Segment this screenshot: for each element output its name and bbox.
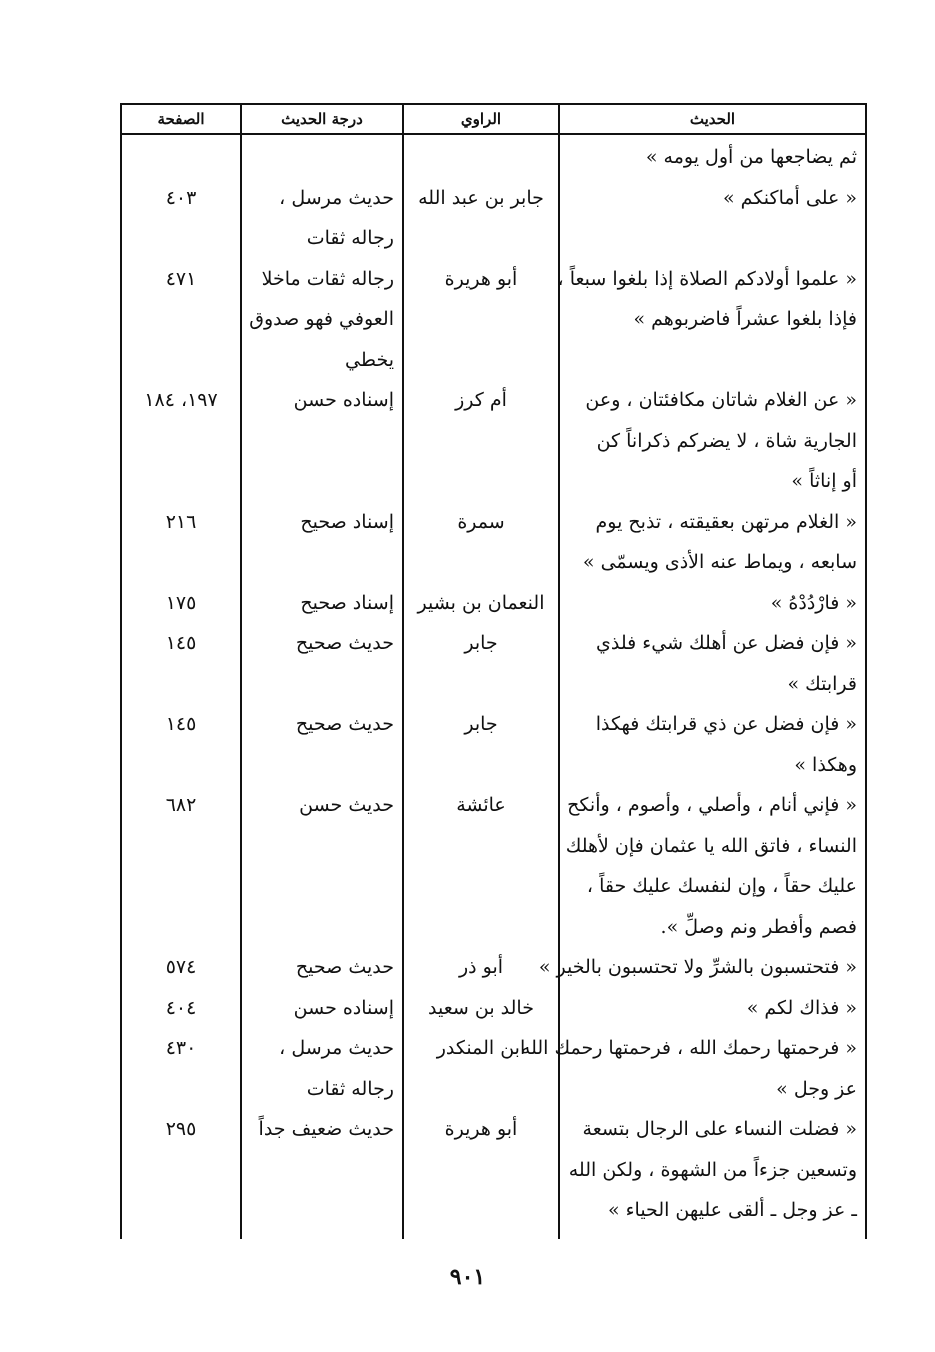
cell-narrator <box>403 623 559 704</box>
cell-grade-line: حديث ضعيف جداً <box>258 1118 394 1140</box>
cell-narrator-line: خالد بن سعيد <box>428 996 534 1019</box>
table-row <box>121 134 866 178</box>
cell-grade <box>241 704 403 785</box>
cell-hadith-line: « فتحتسبون بالشرِّ ولا تحتسبون بالخير » <box>538 956 857 978</box>
cell-grade-line: حديث صحيح <box>295 713 394 735</box>
cell-page <box>121 134 241 178</box>
table-row <box>121 623 866 704</box>
cell-grade-line: رجاله ثقات <box>306 1077 394 1100</box>
cell-page <box>121 1028 241 1109</box>
cell-narrator-line: أبو هريرة <box>444 1118 518 1140</box>
cell-grade <box>241 583 403 624</box>
cell-grade-line: حديث صحيح <box>295 956 394 978</box>
cell-narrator <box>403 704 559 785</box>
cell-hadith-line: ـ عز وجل ـ ألقى عليهن الحياء » <box>607 1199 857 1221</box>
cell-hadith-line: « عن الغلام شاتان مكافئتان ، وعن <box>585 389 857 411</box>
cell-page <box>121 1109 241 1239</box>
cell-hadith-line: « فإن فضل عن أهلك شيء فلذي <box>596 632 857 654</box>
cell-hadith <box>559 623 866 704</box>
cell-hadith-line: « فضلت النساء على الرجال بتسعة <box>582 1118 857 1140</box>
cell-hadith-line: أو إناثاً » <box>791 470 857 492</box>
cell-hadith <box>559 502 866 583</box>
header-narrator: الراوي <box>403 104 559 134</box>
cell-hadith-line: فإذا بلغوا عشراً فاضربوهم » <box>633 308 857 330</box>
cell-hadith <box>559 1109 866 1239</box>
cell-grade <box>241 785 403 947</box>
cell-hadith-line: « الغلام مرتهن بعقيقته ، تذبح يوم <box>595 510 857 533</box>
cell-hadith-line: الجارية شاة ، لا يضركم ذكراناً كن <box>596 429 857 452</box>
cell-page <box>121 380 241 502</box>
cell-grade <box>241 988 403 1029</box>
cell-page-line: ٤٧١ <box>165 267 197 290</box>
table-row <box>121 1028 866 1109</box>
cell-hadith-line: وتسعين جزءاً من الشهوة ، ولكن الله <box>568 1158 857 1181</box>
cell-grade <box>241 947 403 988</box>
cell-page <box>121 947 241 988</box>
cell-narrator <box>403 583 559 624</box>
cell-grade <box>241 134 403 178</box>
cell-page <box>121 988 241 1029</box>
cell-page <box>121 704 241 785</box>
cell-hadith-line: قرابتك » <box>787 672 857 695</box>
cell-hadith-line: « فارْدُدْهُ » <box>770 591 857 614</box>
cell-narrator <box>403 134 559 178</box>
cell-hadith <box>520 1028 866 1109</box>
table-body <box>121 134 866 1239</box>
cell-grade-line: حديث صحيح <box>295 632 394 654</box>
table-row <box>121 502 866 583</box>
cell-grade <box>241 502 403 583</box>
table-row <box>121 704 866 785</box>
cell-grade-line: العوفي فهو صدوق <box>249 308 394 330</box>
table-row <box>121 380 866 502</box>
cell-hadith <box>559 704 866 785</box>
cell-grade-line: إسناده حسن <box>293 996 394 1019</box>
cell-hadith-line: وهكذا » <box>794 753 857 776</box>
cell-grade-line: إسناد صحيح <box>300 510 394 533</box>
cell-narrator-line: أم كرز <box>455 389 507 411</box>
cell-narrator-line: جابر <box>464 632 498 654</box>
table-row <box>121 1109 866 1239</box>
cell-narrator-line: أبو ذر <box>458 956 504 978</box>
table-header-row <box>121 104 866 134</box>
cell-grade-line: حديث حسن <box>299 794 394 816</box>
page-number: ٩٠١ <box>449 1264 486 1290</box>
cell-grade <box>241 623 403 704</box>
hadith-index-table <box>120 103 867 1239</box>
cell-grade <box>241 1109 403 1239</box>
cell-hadith-line: سابعه ، ويماط عنه الأذى ويسمّى » <box>582 551 857 573</box>
cell-page-line: ٤٣٠ <box>165 1037 197 1059</box>
cell-narrator <box>403 1109 559 1239</box>
cell-page-line: ٢١٦ <box>165 510 197 533</box>
table-row <box>121 947 866 988</box>
cell-grade-line: إسناد صحيح <box>300 591 394 614</box>
cell-hadith <box>559 259 866 381</box>
cell-hadith <box>538 947 866 988</box>
table-row <box>121 583 866 624</box>
cell-grade-line: رجاله ثقات ماخلا <box>261 267 394 290</box>
cell-narrator <box>403 380 559 502</box>
cell-page-line: ١٧٥ <box>165 591 197 614</box>
cell-hadith-line: النساء ، فاتق الله يا عثمان فإن لأهلك <box>565 834 857 857</box>
cell-hadith-line: فصم وأفطر ونم وصلِّ ». <box>660 915 857 938</box>
cell-grade-line: حديث مرسل ، <box>279 1037 394 1059</box>
cell-narrator <box>403 988 559 1029</box>
cell-page <box>121 178 241 259</box>
cell-page-line: ٦٨٢ <box>165 794 197 816</box>
cell-page <box>121 259 241 381</box>
cell-page <box>121 502 241 583</box>
cell-narrator <box>403 947 559 988</box>
cell-page-line: ١٩٧، ١٨٤ <box>144 389 218 411</box>
cell-narrator <box>403 259 559 381</box>
cell-grade <box>241 1028 403 1109</box>
cell-narrator-line: جابر بن عبد الله <box>418 186 544 209</box>
table-row <box>121 988 866 1029</box>
cell-hadith-line: « فرحمتها رحمك الله ، فرحمتها رحمك الله <box>520 1037 857 1059</box>
cell-hadith <box>559 134 866 178</box>
header-grade: درجة الحديث <box>241 104 403 134</box>
cell-grade-line: يخطي <box>345 348 394 371</box>
cell-page <box>121 583 241 624</box>
cell-grade-line: رجاله ثقات <box>306 227 394 249</box>
cell-narrator-line: جابر <box>464 713 498 735</box>
cell-hadith-line: « فإن فضل عن ذي قرابتك فهكذا <box>595 713 857 735</box>
cell-grade <box>241 380 403 502</box>
cell-narrator-line: ابن المنكدر <box>436 1037 526 1059</box>
cell-hadith-line: « فذاك لكم » <box>746 996 857 1019</box>
cell-narrator-line: النعمان بن بشير <box>417 591 545 614</box>
cell-hadith-line: ثم يضاجعها من أول يومه » <box>645 146 857 168</box>
cell-grade-line: إسناده حسن <box>293 389 394 411</box>
header-hadith: الحديث <box>559 104 866 134</box>
cell-grade <box>241 259 403 381</box>
cell-grade-line: حديث مرسل ، <box>279 186 394 209</box>
table-row <box>121 178 866 259</box>
cell-narrator <box>403 785 559 947</box>
cell-narrator <box>403 178 559 259</box>
cell-hadith <box>559 583 866 624</box>
cell-hadith <box>559 178 866 259</box>
cell-narrator <box>403 502 559 583</box>
cell-narrator-line: سمرة <box>457 510 505 533</box>
cell-page-line: ١٤٥ <box>165 713 197 735</box>
cell-hadith <box>559 988 866 1029</box>
cell-narrator-line: عائشة <box>456 794 506 816</box>
cell-page-line: ٤٠٣ <box>165 186 197 209</box>
cell-hadith <box>559 380 866 502</box>
cell-hadith-line: عز وجل » <box>776 1077 857 1100</box>
cell-hadith-line: « على أماكنكم » <box>723 186 857 209</box>
header-page: الصفحة <box>121 104 241 134</box>
cell-narrator-line: أبو هريرة <box>444 267 518 290</box>
cell-hadith <box>559 785 866 947</box>
cell-grade <box>241 178 403 259</box>
cell-hadith-line: « علموا أولادكم الصلاة إذا بلغوا سبعاً ، <box>557 267 857 290</box>
cell-page-line: ٥٧٤ <box>165 956 197 978</box>
cell-page-line: ٤٠٤ <box>165 996 197 1019</box>
cell-hadith-line: « فإني أنام ، وأصلي ، وأصوم ، وأنكح <box>567 794 857 816</box>
cell-page <box>121 623 241 704</box>
cell-page <box>121 785 241 947</box>
table-row <box>121 785 866 947</box>
cell-hadith-line: عليك حقاً ، وإن لنفسك عليك حقاً ، <box>586 875 857 897</box>
cell-page-line: ٢٩٥ <box>165 1118 197 1140</box>
cell-page-line: ١٤٥ <box>165 632 197 654</box>
table-row <box>121 259 866 381</box>
